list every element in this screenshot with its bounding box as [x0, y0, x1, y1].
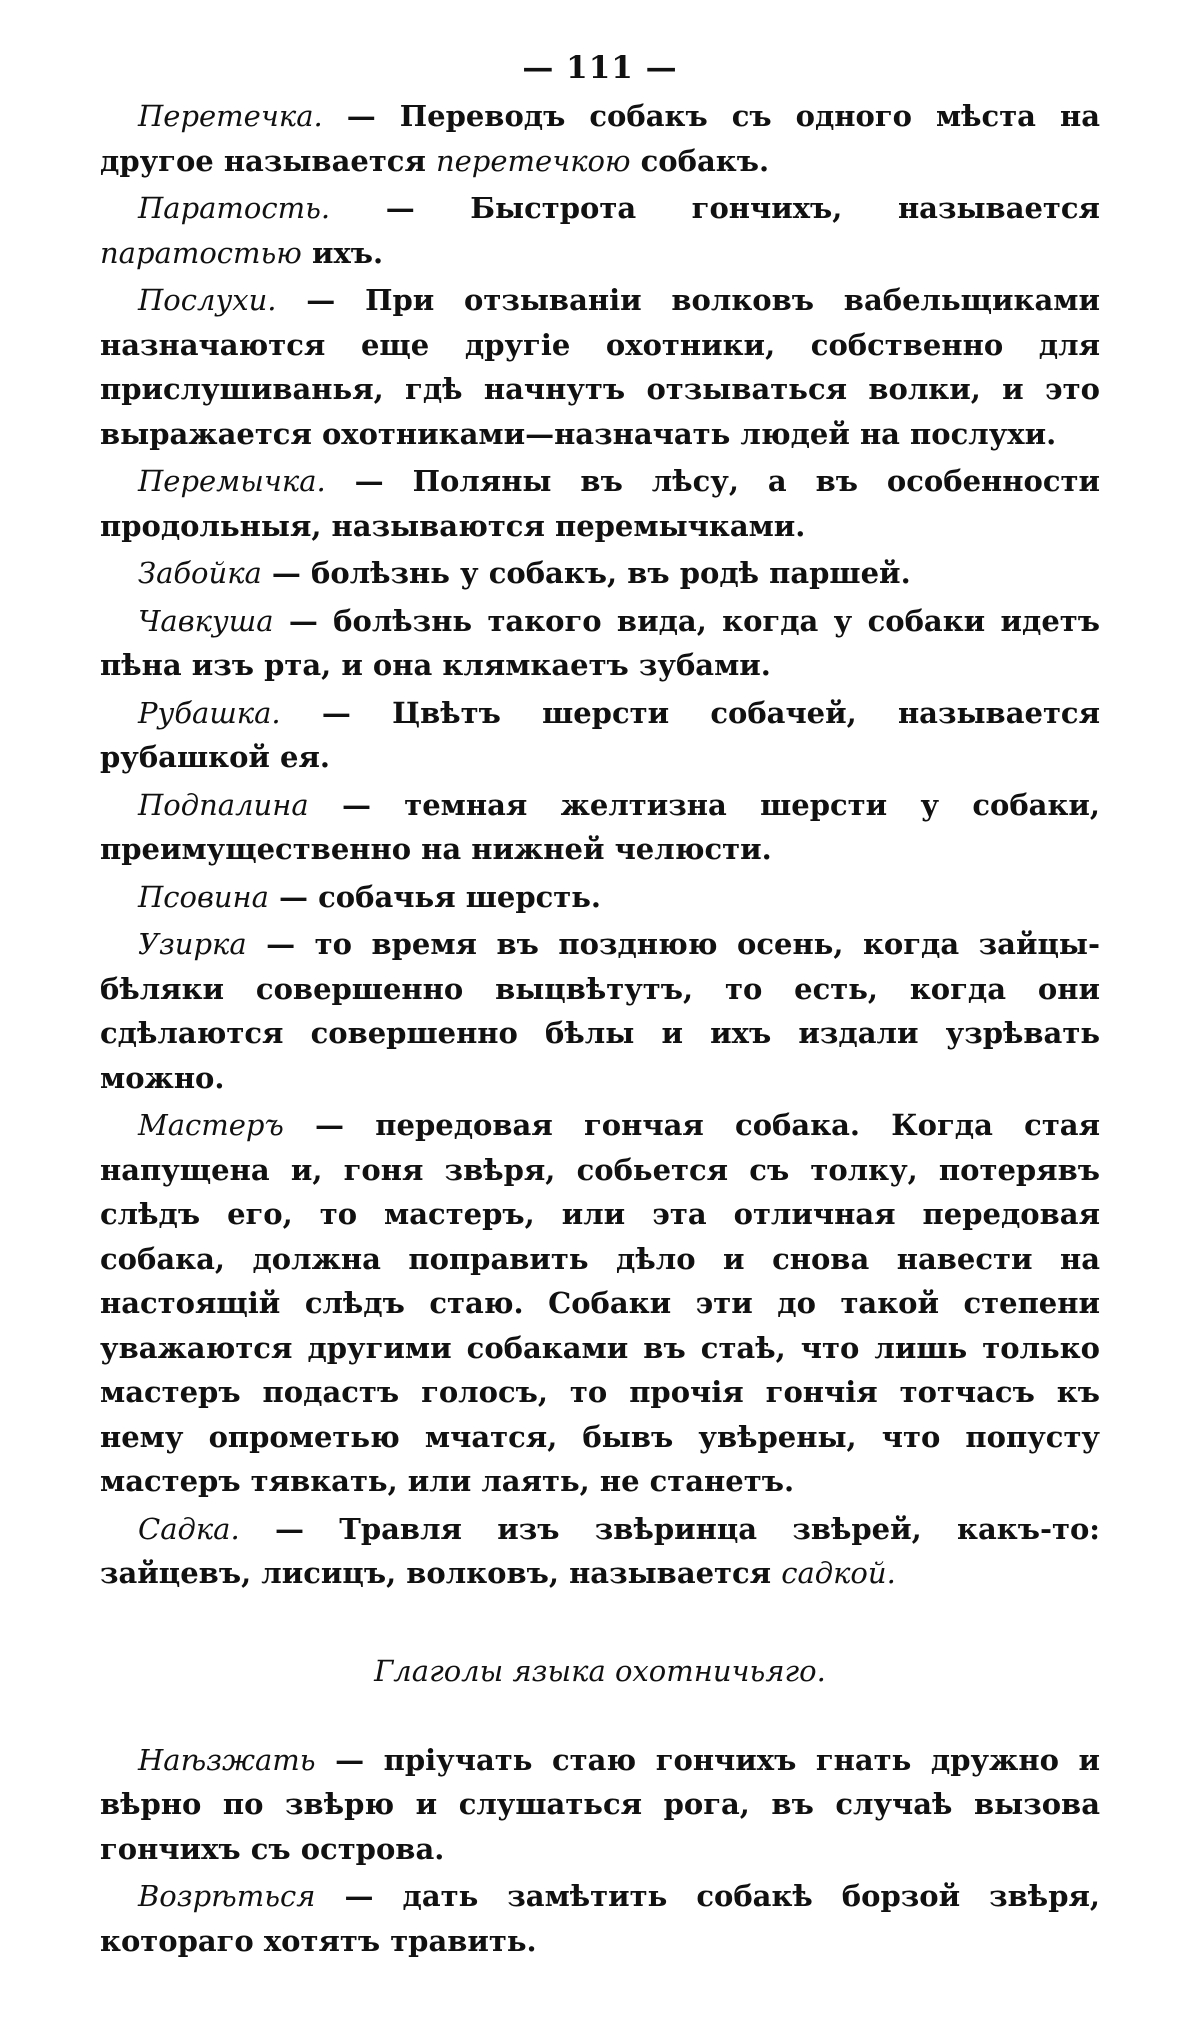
entry-emphasis: паратостью [100, 235, 302, 270]
entry-definition: — При отзываніи волковъ вабельщиками назначаются еще другіе охотники, собственно для прислушиванья, гдѣ начнутъ отзываться волки, и это выражается охотниками—назначать людей на послухи. [100, 283, 1100, 451]
entry-term: Садка. [138, 1511, 240, 1546]
entry-term: Забойка [138, 556, 262, 590]
entry-emphasis: перетечкою [435, 143, 631, 178]
entry-definition: — Поляны въ лѣсу, а въ особенности продольныя, называются перемычками. [100, 464, 1100, 543]
entry-definition: — пріучать стаю гончихъ гнать дружно и вѣрно по звѣрю и слушаться рога, въ случаѣ вызова гончихъ съ острова. [100, 1742, 1100, 1866]
entry-term: Наѣзжать [138, 1742, 316, 1777]
entry-psovina [100, 875, 1100, 920]
verbs-list [100, 1738, 1100, 1964]
entry-term: Подпалина [138, 787, 309, 822]
entry-rubashka [100, 691, 1100, 780]
entry-definition: — болѣзнь у собакъ, въ родѣ паршей. [261, 556, 911, 590]
entry-peremychka [100, 459, 1100, 548]
entry-definition: — Переводъ собакъ съ одного мѣста на другое называется [100, 99, 1100, 178]
entry-term: Рубашка. [138, 695, 281, 730]
entry-definition: — собачья шерсть. [268, 879, 602, 914]
entry-definition-end: ихъ. [301, 235, 384, 270]
section-heading: Глаголы языка охотничьяго. [374, 1653, 826, 1688]
entry-term: Перетечка. [138, 99, 323, 133]
entry-definition: — Травля изъ звѣринца звѣрей, какъ-то: зайцевъ, лисицъ, волковъ, называется [100, 1511, 1100, 1590]
entry-emphasis: садкой. [781, 1556, 896, 1590]
entry-poslukhi [100, 278, 1100, 456]
entry-uzirka [100, 922, 1100, 1100]
entries-list [100, 94, 1100, 1596]
entry-term: Послухи. [138, 283, 277, 317]
entry-vozretsya [100, 1874, 1100, 1963]
entry-podpalina [100, 783, 1100, 872]
entry-sadka [100, 1507, 1100, 1596]
entry-term: Узирка [138, 927, 247, 961]
entry-term: Паратость. [138, 191, 331, 225]
entry-chavkusha [100, 599, 1100, 688]
entry-term: Чавкуша [138, 603, 274, 638]
entry-term: Псовина [138, 879, 269, 914]
entry-definition: — болѣзнь такого вида, когда у собаки идетъ пѣна изъ рта, и она клямкаетъ зубами. [100, 603, 1100, 682]
page-number: — 111 — [522, 50, 678, 86]
entry-term: Мастеръ [138, 1108, 284, 1142]
entry-definition: — передовая гончая собака. Когда стая напущена и, гоня звѣря, собьется съ толку, потерявъ слѣдъ его, то мастеръ, или эта отличная передовая собака, должна поправить дѣло и снова навести на настоящій слѣдъ стаю. Собаки эти до такой степени уважаются другими собаками въ стаѣ, что лишь только мастеръ подастъ голосъ, то прочія гончія тотчасъ къ нему опрометью мчатся, бывъ увѣрены, что попусту мастеръ тявкать, или лаять, не станетъ. [100, 1108, 1100, 1498]
entry-definition: — темная желтизна шерсти у собаки, преимущественно на нижней челюсти. [100, 787, 1100, 866]
entry-definition: — Цвѣтъ шерсти собачей, называется рубашкой ея. [100, 695, 1100, 774]
entry-zaboika [100, 551, 1100, 596]
entry-term: Возрѣться [138, 1879, 316, 1913]
entry-definition: — дать замѣтить собакѣ борзой звѣря, котораго хотятъ травить. [100, 1879, 1100, 1958]
entry-definition: — Быстрота гончихъ, называется [330, 191, 1100, 225]
entry-definition-end: собакъ. [630, 143, 770, 178]
entry-term: Перемычка. [138, 464, 326, 498]
entry-master [100, 1103, 1100, 1504]
entry-naezzhat [100, 1738, 1100, 1872]
entry-definition: — то время въ позднюю осень, когда зайцы-бѣляки совершенно выцвѣтутъ, то есть, когда они сдѣлаются совершенно бѣлы и ихъ издали узрѣвать можно. [100, 927, 1100, 1095]
entry-paratost [100, 186, 1100, 275]
entry-peretechka [100, 94, 1100, 183]
